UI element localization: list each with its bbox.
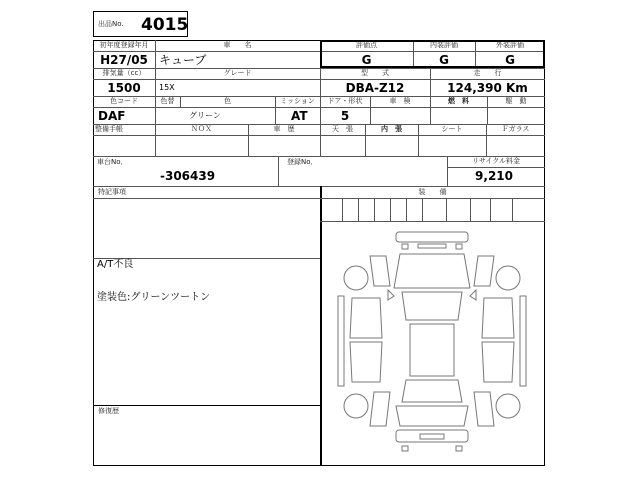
seat-label: シート (441, 125, 463, 133)
nox-label: ＮＯＸ (191, 125, 212, 133)
color-code: DAF (98, 109, 126, 123)
remarks-label: 特記事項 (98, 188, 126, 196)
score-label: 評価点 (356, 41, 377, 49)
car-diagram (330, 226, 535, 462)
interior-trim-label: 内 張 (381, 125, 402, 133)
maintenance-book-label: 整備手帳 (95, 125, 123, 133)
color-label: 色 (224, 97, 231, 105)
car-history-label: 車 歴 (273, 125, 295, 133)
remark-line-1: A/T不良 (97, 259, 134, 270)
first-registration: H27/05 (100, 53, 148, 67)
model-code-label: 型 式 (361, 69, 389, 77)
lot-number: 4015 (141, 15, 189, 35)
score: G (361, 53, 372, 67)
color-change-label: 色替 (160, 97, 175, 105)
remark-line-2: 塗装色:グリーンツートン (97, 292, 211, 303)
drive-label: 駆 動 (505, 97, 527, 105)
chassis-number: -306439 (160, 169, 216, 183)
car-name-label: 車 名 (223, 41, 252, 49)
model-code: DBA-Z12 (345, 81, 405, 95)
displacement-label: 排気量（cc） (102, 69, 146, 77)
displacement: 1500 (107, 81, 141, 95)
fuel-label: 燃 料 (448, 97, 469, 105)
transmission-label: ミッション (280, 97, 315, 105)
mileage-label: 走 行 (473, 69, 502, 77)
recycle-fee: 9,210 (475, 169, 513, 183)
lot-number-box (93, 11, 188, 37)
grade-label: グレード (223, 69, 252, 77)
color-code-label: 色コード (110, 97, 138, 105)
door-shape: 5 (340, 109, 350, 123)
recycle-fee-label: リサイクル料金 (471, 157, 521, 165)
first-registration-label: 初年度登録年月 (99, 41, 149, 49)
color: グリーン (189, 111, 221, 120)
mileage: 124,390 Km (447, 81, 528, 95)
front-glass-label: Ｆガラス (501, 125, 530, 133)
repair-history-label: 修復歴 (98, 407, 119, 415)
interior-score: G (439, 53, 449, 67)
exterior-score-label: 外装評価 (496, 41, 524, 49)
exterior-score: G (505, 53, 515, 67)
grade: 15X (159, 83, 175, 92)
transmission: AT (291, 109, 308, 123)
door-shape-label: ドア・形状 (327, 97, 363, 105)
inspection-label: 車 検 (389, 97, 411, 105)
car-name: キューブ (159, 53, 207, 67)
equipment-label: 装 備 (418, 188, 447, 196)
lot-number-label: 出品No. (98, 20, 124, 28)
interior-score-label: 内装評価 (430, 41, 458, 49)
registration-number-label: 登録No． (287, 158, 318, 166)
chassis-number-label: 車台No． (97, 158, 128, 166)
headliner-label: 天 張 (332, 125, 353, 133)
